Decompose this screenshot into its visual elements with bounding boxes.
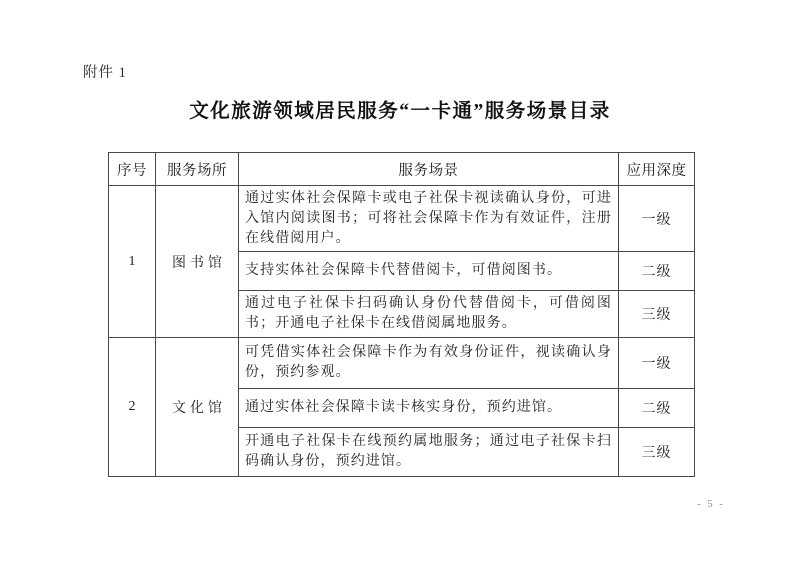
header-scenario: 服务场景 xyxy=(239,153,619,186)
document-title: 文化旅游领域居民服务“一卡通”服务场景目录 xyxy=(189,101,611,122)
depth-cell: 三级 xyxy=(619,428,695,477)
scenario-cell: 可凭借实体社会保障卡作为有效身份证件，视读确认身份，预约参观。 xyxy=(239,338,619,389)
depth-cell: 三级 xyxy=(619,291,695,338)
table-row xyxy=(109,186,695,252)
scenario-cell: 通过实体社会保障卡读卡核实身份，预约进馆。 xyxy=(239,389,619,428)
depth-cell: 二级 xyxy=(619,252,695,291)
scenario-cell: 通过电子社保卡扫码确认身份代替借阅卡，可借阅图书；开通电子社保卡在线借阅属地服务。 xyxy=(239,291,619,338)
section-1-venue: 图书馆 xyxy=(156,186,239,338)
scenario-cell: 支持实体社会保障卡代替借阅卡，可借阅图书。 xyxy=(239,252,619,291)
header-depth: 应用深度 xyxy=(619,153,695,186)
table-header-row xyxy=(109,153,695,186)
service-scene-table xyxy=(108,152,695,477)
depth-cell: 一级 xyxy=(619,186,695,252)
table-row xyxy=(109,338,695,389)
depth-cell: 一级 xyxy=(619,338,695,389)
scenario-cell: 开通电子社保卡在线预约属地服务；通过电子社保卡扫码确认身份，预约进馆。 xyxy=(239,428,619,477)
attachment-label: 附件 1 xyxy=(83,65,127,81)
scenario-cell: 通过实体社会保障卡或电子社保卡视读确认身份，可进入馆内阅读图书；可将社会保障卡作为有效证件，注册在线借阅用户。 xyxy=(239,186,619,252)
page-number: - 5 - xyxy=(697,499,725,510)
section-2-index: 2 xyxy=(109,338,156,477)
header-index: 序号 xyxy=(109,153,156,186)
section-1-index: 1 xyxy=(109,186,156,338)
header-venue: 服务场所 xyxy=(156,153,239,186)
depth-cell: 二级 xyxy=(619,389,695,428)
section-2-venue: 文化馆 xyxy=(156,338,239,477)
